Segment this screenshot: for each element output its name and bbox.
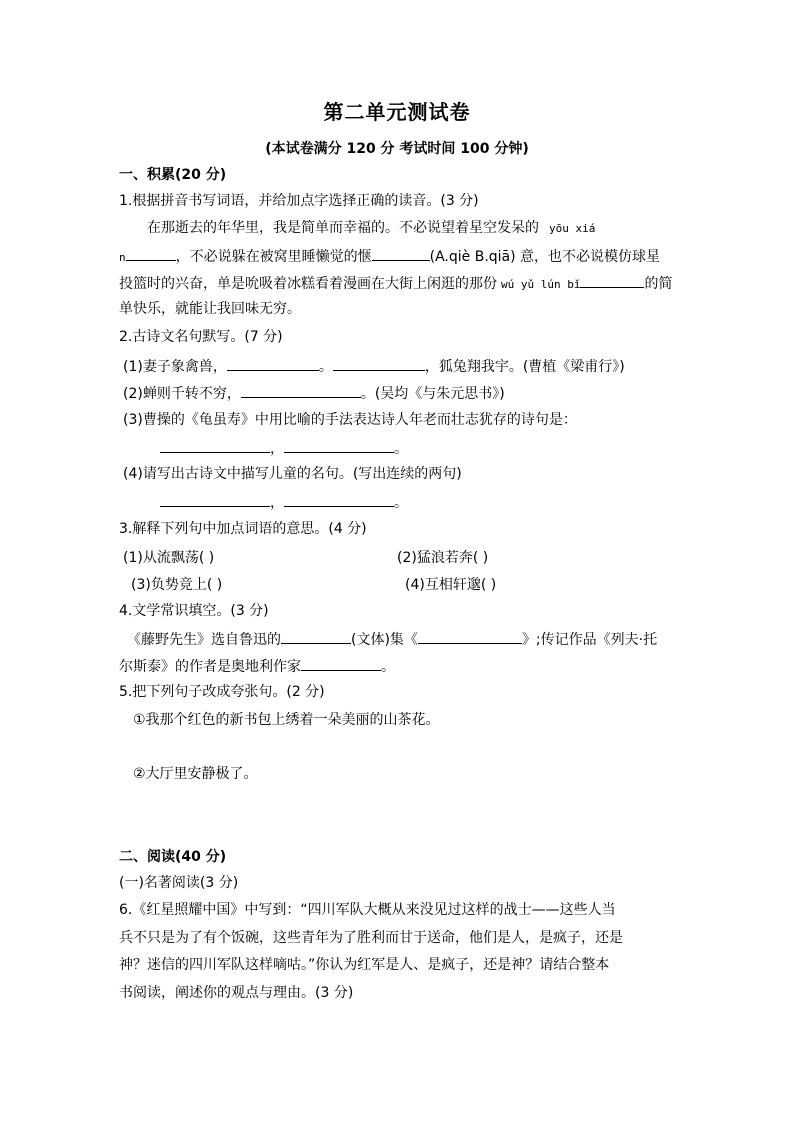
q2-blank-2[interactable] xyxy=(333,356,425,371)
q4-text-3: 》;传记作品《列夫·托 xyxy=(521,632,658,648)
q2-item-2 xyxy=(123,383,505,403)
q2-blank-1[interactable] xyxy=(227,356,319,371)
q1-stem: 1.根据拼音书写词语，并给加点字选择正确的读音。(3 分) xyxy=(119,193,479,209)
q3-item-2: (2)猛浪若奔( ) xyxy=(397,550,489,566)
page-title: 第二单元测试卷 xyxy=(323,100,471,124)
q2-item-1-period: 。 xyxy=(318,359,333,375)
q3-stem: 3.解释下列句中加点词语的意思。(4 分) xyxy=(119,521,367,537)
q2-item-1-text: (1)妻子象禽兽， xyxy=(123,359,227,375)
q2-item-1-source: ，狐兔翔我宇。(曹植《梁甫行》) xyxy=(424,359,625,375)
q2-item-3-answer xyxy=(160,438,408,458)
q5-sentence-2: ②大厅里安静极了。 xyxy=(133,766,258,782)
q1-blank-1[interactable] xyxy=(126,246,176,261)
q4-stem: 4.文学常识填空。(3 分) xyxy=(119,603,269,619)
q1-text-3: (A.qiè B.qiā) 意，也不必说模仿球星 xyxy=(429,249,661,265)
q2-blank-4[interactable] xyxy=(160,438,270,453)
q2-item-1 xyxy=(123,356,625,376)
q4-line-2 xyxy=(119,656,395,676)
q1-line-4: 单快乐，就能让我回味无穷。 xyxy=(119,301,301,317)
q3-item-3: (3)负势竞上( ) xyxy=(131,577,223,593)
page-subtitle: (本试卷满分 120 分 考试时间 100 分钟) xyxy=(265,141,529,157)
q1-line-3 xyxy=(119,273,672,294)
q1-line-2 xyxy=(119,246,660,267)
section-2-subheading: (一)名著阅读(3 分) xyxy=(119,875,239,891)
q4-text-2: (文体)集《 xyxy=(351,632,418,648)
q1-blank-3[interactable] xyxy=(580,273,644,288)
q2-item-4: (4)请写出古诗文中描写儿童的名句。(写出连续的两句) xyxy=(123,466,462,482)
q2-item-4-answer xyxy=(160,492,408,512)
q1-pinyin-1-end: n xyxy=(119,251,126,264)
q2-blank-7[interactable] xyxy=(284,492,394,507)
q2-blank-6[interactable] xyxy=(160,492,270,507)
q4-blank-3[interactable] xyxy=(301,656,381,671)
q4-blank-1[interactable] xyxy=(281,629,351,644)
q2-item-3: (3)曹操的《龟虽寿》中用比喻的手法表达诗人年老而壮志犹存的诗句是： xyxy=(123,412,577,428)
q4-text-4: 尔斯泰》的作者是奥地利作家 xyxy=(119,659,301,675)
q4-blank-2[interactable] xyxy=(418,629,522,644)
q6-line-2: 兵不只是为了有个饭碗，这些青年为了胜利而甘于送命，他们是人，是疯子，还是 xyxy=(119,930,623,946)
q1-blank-2[interactable] xyxy=(372,246,430,261)
q2-item-4-period: 。 xyxy=(394,495,408,511)
q4-text-5: 。 xyxy=(381,659,395,675)
q1-text-5: 的简 xyxy=(644,276,673,292)
q3-item-4: (4)互相轩邈( ) xyxy=(405,577,497,593)
q2-item-3-comma: ， xyxy=(270,441,284,457)
q4-line-1 xyxy=(127,629,657,649)
q5-stem: 5.把下列句子改成夸张句。(2 分) xyxy=(119,684,325,700)
q5-sentence-1: ①我那个红色的新书包上绣着一朵美丽的山茶花。 xyxy=(133,712,440,728)
q1-text-4: 投篮时的兴奋，单是吮吸着冰糕看着漫画在大街上闲逛的那份 xyxy=(119,276,497,292)
q1-text-2: ，不必说躲在被窝里睡懒觉的惬 xyxy=(175,249,372,265)
q2-item-2-source: 。(吴均《与朱元思书》) xyxy=(360,386,505,402)
q1-line-1 xyxy=(147,219,595,238)
q1-pinyin-1: yōu xiá xyxy=(549,222,596,235)
q1-text-1: 在那逝去的年华里，我是简单而幸福的。不必说望着星空发呆的 xyxy=(147,220,539,236)
q6-line-1: 6.《红星照耀中国》中写到：“四川军队大概从来没见过这样的战士——这些人当 xyxy=(119,902,616,918)
q1-pinyin-2: wú yǔ lún bǐ xyxy=(501,278,581,291)
q2-stem: 2.古诗文名句默写。(7 分) xyxy=(119,329,283,345)
q2-item-3-period: 。 xyxy=(394,441,408,457)
q2-blank-3[interactable] xyxy=(241,383,361,398)
q6-line-4: 书阅读，阐述你的观点与理由。(3 分) xyxy=(119,985,354,1001)
section-1-heading: 一、积累(20 分) xyxy=(119,167,227,183)
q2-blank-5[interactable] xyxy=(284,438,394,453)
q4-text-1: 《藤野先生》选自鲁迅的 xyxy=(127,632,281,648)
q6-line-3: 神？迷信的四川军队这样嘀咕。”你认为红军是人、是疯子，还是神？请结合整本 xyxy=(119,957,610,973)
q3-item-1: (1)从流飘荡( ) xyxy=(123,550,215,566)
q2-item-4-comma: ， xyxy=(270,495,284,511)
section-2-heading: 二、阅读(40 分) xyxy=(119,849,227,865)
q2-item-2-text: (2)蝉则千转不穷， xyxy=(123,386,241,402)
